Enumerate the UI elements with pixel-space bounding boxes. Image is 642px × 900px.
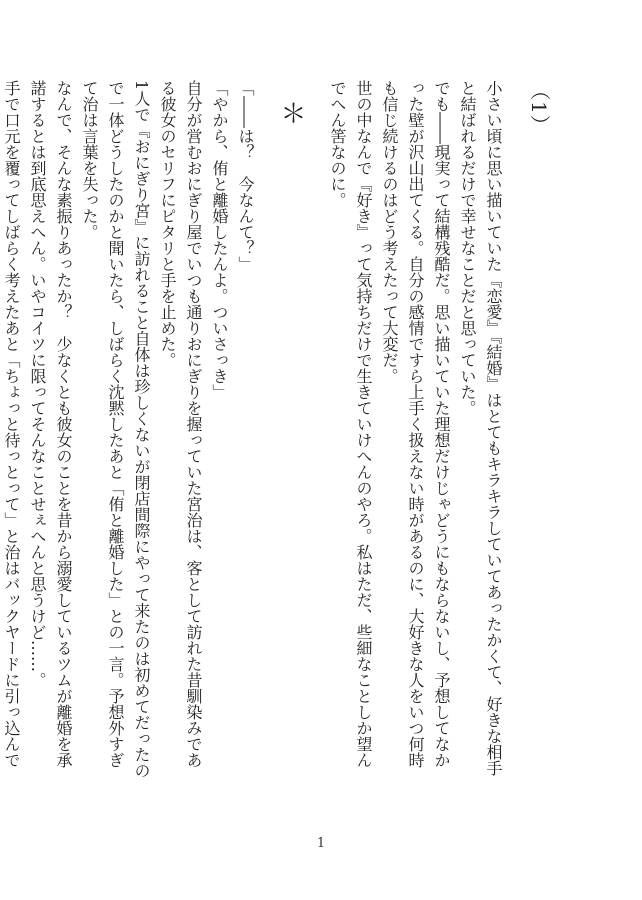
vertical-text-body [2,80,552,780]
paragraph: 手で口元を覆ってしばらく考えたあと「ちょっと待っとって」と治はバックヤードに引っ込んで [2,80,21,768]
chapter-heading: （1） [527,80,551,136]
dialogue-line: 「やから、侑と離婚したんよ。ついさっき」 [210,80,229,400]
paragraph: 自分が営むおにぎり屋でいつも通りおにぎりを握っていた宮治は、客として訪れた昔馴染みである彼女のセリフにピタリと手を止めた。 [158,80,203,768]
paragraph: なんで、そんな素振りあったか？ 少なくとも彼女のことを昔から溺愛しているツムが離婚を承諾するとは到底思えへん。いやコイツに限ってそんなことせぇへんと思うけど……。 [28,80,73,768]
page-number: 1 [316,836,326,851]
section-separator: ＊ [276,100,306,126]
paragraph: でも――現実って結構残酷だ。思い描いていた理想だけじゃどうにもならないし、予想してなかった壁が沢山出てくる。自分の感情ですら上手く扱えない時があるのに、大好きな人をいつ何時も信じ続けるのはどう考えたって大変だ。 [380,80,451,768]
dialogue-line: 「――は？ 今なんて？」 [236,80,255,272]
paragraph: 1人で『おにぎり宮』に訪れること自体は珍しくないが閉店間際にやって来たのは初めてだったので一体どうしたのかと聞いたら、しばらく沈黙したあと「侑と離婚した」との一言。予想外すぎて治は言葉を失った。 [80,80,151,779]
paragraph: 小さい頃に思い描いていた『恋愛』『結婚』はとてもキラキラしていてあったかくて、好きな相手と結ばれるだけで幸せなことだと思っていた。 [458,80,503,776]
paragraph: 世の中なんで『好き』って気持ちだけで生きていけへんのやろ。私はただ、些細なことしか望んでへん筈なのに。 [328,80,373,768]
